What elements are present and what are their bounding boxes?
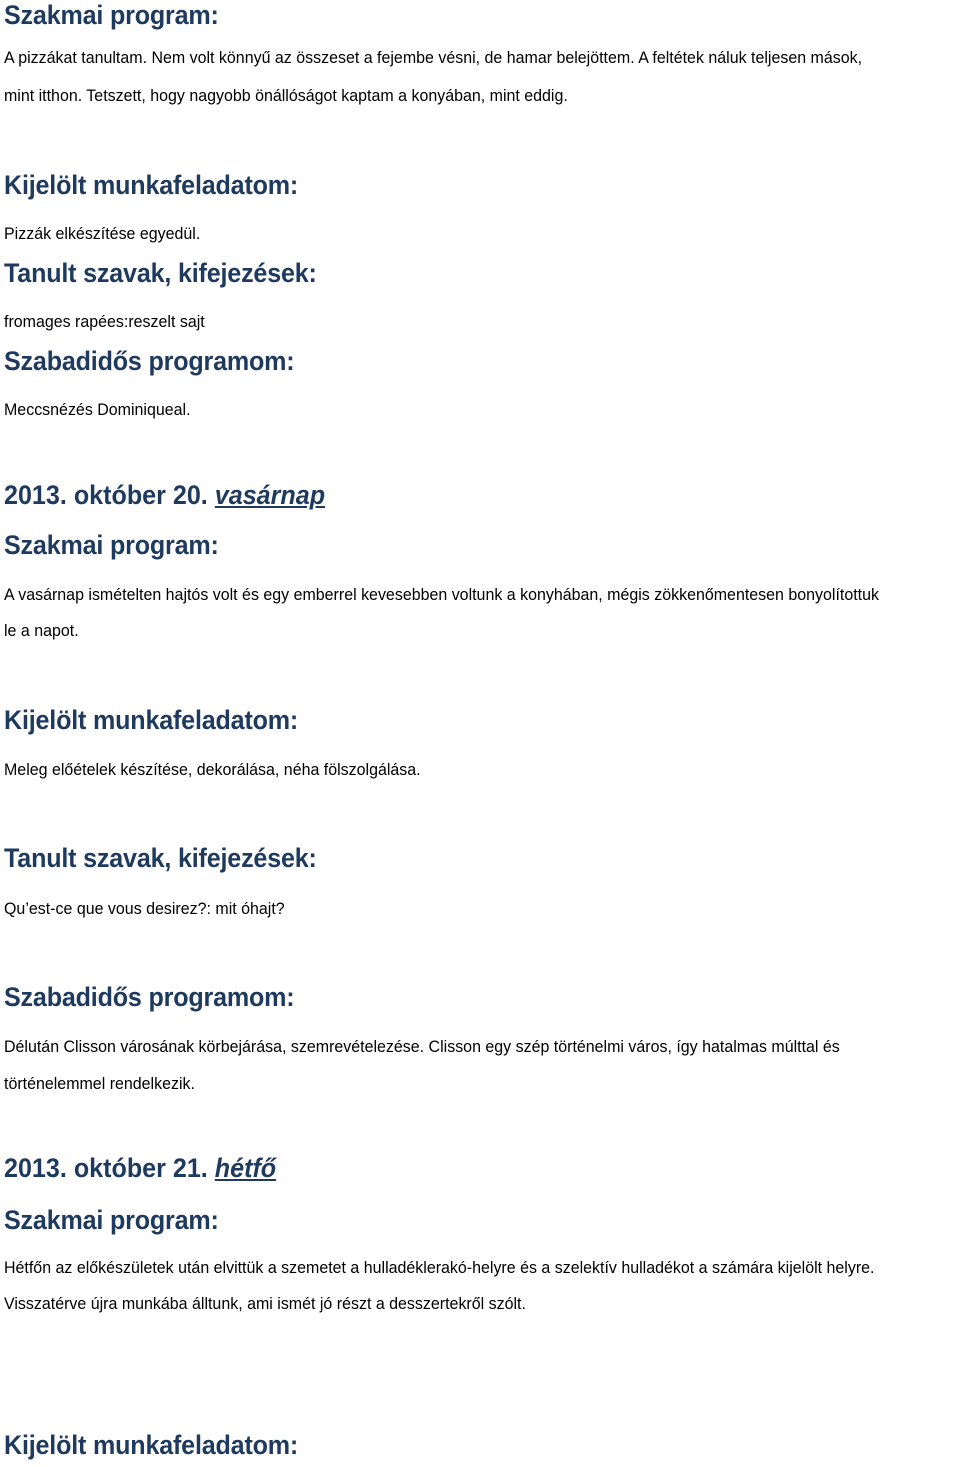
- section-2-szakmai-heading: Szakmai program:: [4, 530, 219, 560]
- section-2-szavak-text: Qu’est-ce que vous desirez?: mit óhajt?: [4, 899, 285, 918]
- section-1-feladat-heading: Kijelölt munkafeladatom:: [4, 170, 299, 200]
- section-2-szakmai-text-line-1: A vasárnap ismételten hajtós volt és egy emberrel kevesebben voltunk a konyhában, mégis zökkenőmentesen bonyolítottuk: [4, 585, 879, 604]
- section-1-feladat-text: Pizzák elkészítése egyedül.: [4, 224, 201, 243]
- section-1-szakmai-text-line-2: mint itthon. Tetszett, hogy nagyobb önállóságot kaptam a konyában, mint eddig.: [4, 86, 568, 105]
- section-2-szabadido-text-line-1: Délután Clisson városának körbejárása, szemrevételezése. Clisson egy szép történelmi város, így hatalmas múlttal és: [4, 1037, 840, 1056]
- section-3-date-heading: [4, 1153, 276, 1184]
- section-3-feladat-heading: Kijelölt munkafeladatom:: [4, 1430, 299, 1460]
- section-2-szabadido-text-line-2: történelemmel rendelkezik.: [4, 1074, 195, 1093]
- section-3-szakmai-heading: Szakmai program:: [4, 1205, 219, 1235]
- section-2-szakmai-text-line-2: le a napot.: [4, 621, 79, 640]
- section-3-szakmai-text-line-1: Hétfőn az előkészületek után elvittük a szemetet a hulladéklerakó-helyre és a szelektív hulladékot a számára kijelölt helyre.: [4, 1258, 875, 1277]
- section-2-szabadido-heading: Szabadidős programom:: [4, 982, 295, 1012]
- section-3-date-prefix: 2013. október 21.: [4, 1153, 208, 1183]
- section-1-szavak-heading: Tanult szavak, kifejezések:: [4, 258, 317, 288]
- section-2-date-day: vasárnap: [214, 480, 326, 510]
- section-1-szakmai-text-line-1: A pizzákat tanultam. Nem volt könnyű az összeset a fejembe vésni, de hamar belejöttem. A feltétek náluk teljesen mások,: [4, 48, 863, 67]
- section-2-feladat-text: Meleg előételek készítése, dekorálása, néha fölszolgálása.: [4, 760, 421, 779]
- section-2-date-heading: [4, 480, 325, 511]
- section-1-szabadido-heading: Szabadidős programom:: [4, 346, 295, 376]
- section-1-szabadido-text: Meccsnézés Dominiqueal.: [4, 400, 191, 419]
- section-1-szakmai-heading: Szakmai program:: [4, 0, 219, 30]
- section-3-szakmai-text-line-2: Visszatérve újra munkába álltunk, ami ismét jó részt a desszertekről szólt.: [4, 1294, 526, 1313]
- section-2-date-prefix: 2013. október 20.: [4, 480, 208, 510]
- section-3-date-day: hétfő: [214, 1153, 277, 1183]
- section-1-szavak-text: fromages rapées:reszelt sajt: [4, 312, 205, 331]
- section-2-szavak-heading: Tanult szavak, kifejezések:: [4, 843, 317, 873]
- section-2-feladat-heading: Kijelölt munkafeladatom:: [4, 705, 299, 735]
